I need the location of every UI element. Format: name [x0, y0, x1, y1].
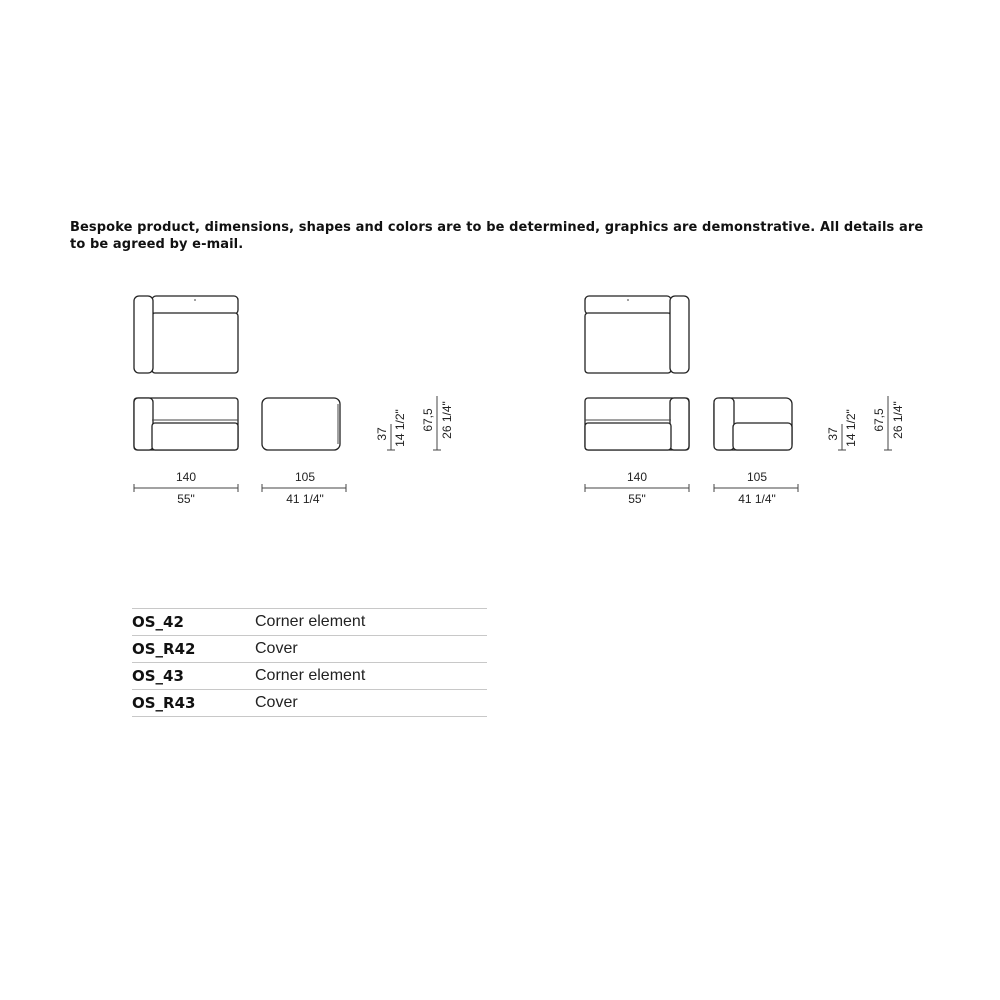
product-description: Cover	[255, 636, 487, 663]
side-view-right	[714, 398, 792, 450]
height-dimensions-left	[375, 396, 454, 450]
product-code: OS_42	[132, 609, 255, 636]
depth-in-right: 41 1/4"	[738, 492, 776, 506]
seat-height-in-left: 14 1/2"	[393, 409, 407, 447]
total-height-cm-right: 67,5	[872, 408, 886, 432]
product-code: OS_43	[132, 663, 255, 690]
height-dimensions-right	[826, 396, 905, 450]
product-code: OS_R42	[132, 636, 255, 663]
product-code-table	[132, 608, 487, 717]
front-view-left	[134, 398, 238, 450]
product-description: Corner element	[255, 663, 487, 690]
width-in-left: 55"	[177, 492, 195, 506]
width-cm-left: 140	[175, 470, 197, 484]
drawing-right	[585, 296, 905, 506]
depth-cm-right: 105	[746, 470, 768, 484]
width-dimension-left	[134, 470, 238, 506]
total-height-in-left: 26 1/4"	[440, 401, 454, 439]
table-row	[132, 636, 487, 663]
top-view-left	[134, 296, 238, 373]
depth-dimension-left	[262, 470, 346, 506]
table-row	[132, 609, 487, 636]
seat-height-cm-left: 37	[375, 427, 389, 441]
product-code: OS_R43	[132, 690, 255, 717]
total-height-in-right: 26 1/4"	[891, 401, 905, 439]
table-row	[132, 690, 487, 717]
top-view-right	[585, 296, 689, 373]
total-height-cm-left: 67,5	[421, 408, 435, 432]
width-dimension-right	[585, 470, 689, 506]
depth-in-left: 41 1/4"	[286, 492, 324, 506]
side-view-left	[262, 398, 340, 450]
product-description: Cover	[255, 690, 487, 717]
front-view-right	[585, 398, 689, 450]
depth-dimension-right	[714, 470, 798, 506]
table-row	[132, 663, 487, 690]
seat-height-cm-right: 37	[826, 427, 840, 441]
depth-cm-left: 105	[294, 470, 316, 484]
seat-height-in-right: 14 1/2"	[844, 409, 858, 447]
drawing-left	[134, 296, 454, 506]
width-in-right: 55"	[628, 492, 646, 506]
width-cm-right: 140	[626, 470, 648, 484]
disclaimer-note: Bespoke product, dimensions, shapes and colors are to be determined, graphics are demonstrative. All details are to be agreed by e-mail.	[70, 220, 924, 252]
product-description: Corner element	[255, 609, 487, 636]
